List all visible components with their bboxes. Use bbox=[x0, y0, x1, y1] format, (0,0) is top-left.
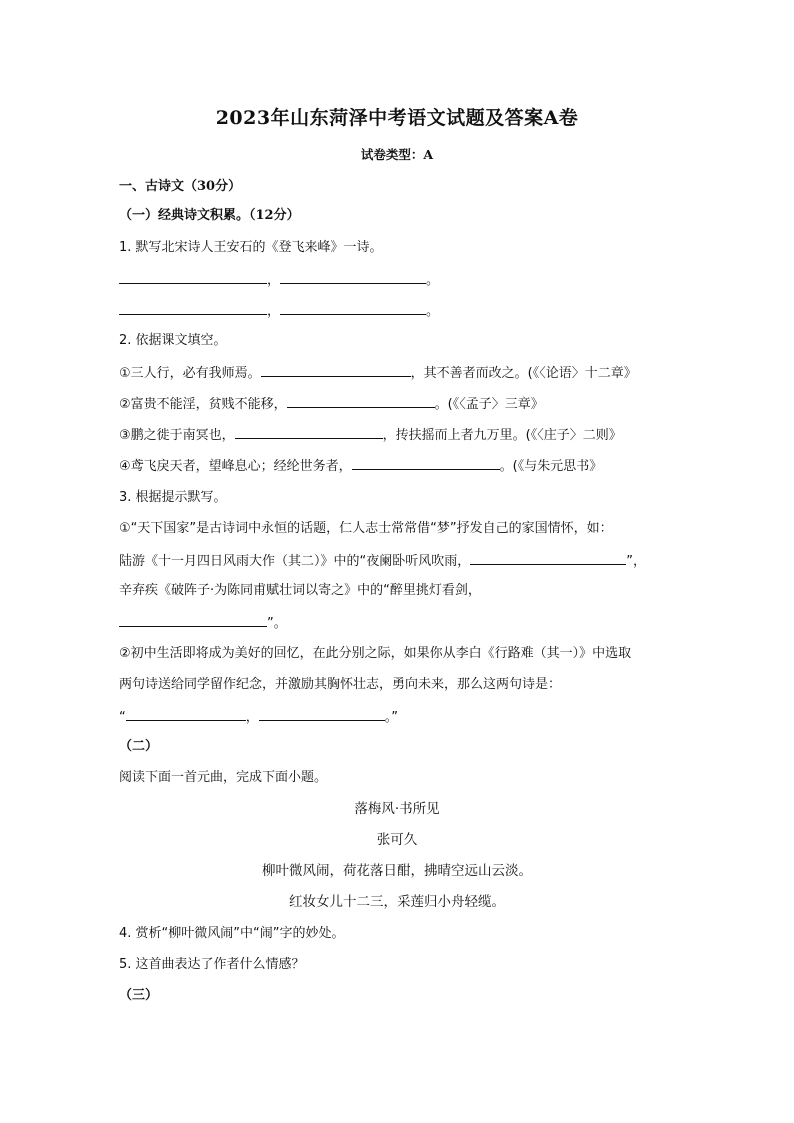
question-1-answer-row-1: ， 。 bbox=[119, 270, 439, 290]
question-4: 4. 赏析“柳叶微风闹”中“闹”字的妙处。 bbox=[119, 926, 345, 941]
answer-blank[interactable] bbox=[280, 301, 426, 315]
question-1-answer-row-2: ， 。 bbox=[119, 301, 439, 321]
part1-heading: （一）经典诗文积累。（12分） bbox=[119, 208, 300, 223]
page-title: 2023年山东菏泽中考语文试题及答案A卷 bbox=[215, 107, 579, 129]
question-3-part2-line2: 两句诗送给同学留作纪念，并激励其胸怀壮志，勇向未来，那么这两句诗是： bbox=[119, 677, 562, 692]
poem-title: 落梅风·书所见 bbox=[354, 801, 440, 817]
answer-blank[interactable] bbox=[470, 551, 626, 565]
poem-author: 张可久 bbox=[376, 832, 418, 848]
answer-blank[interactable] bbox=[280, 270, 426, 284]
answer-blank[interactable] bbox=[119, 301, 267, 315]
answer-blank[interactable] bbox=[235, 425, 383, 439]
question-3-prompt: 3. 根据提示默写。 bbox=[119, 490, 227, 505]
question-3-part1-line3: 辛弃疾《破阵子·为陈同甫赋壮词以寄之》中的“醉里挑灯看剑， bbox=[119, 583, 481, 598]
poem-line-2: 红妆女儿十二三，采莲归小舟轻缆。 bbox=[289, 894, 505, 910]
section-heading: 一、古诗文（30分） bbox=[119, 179, 242, 194]
answer-blank[interactable] bbox=[352, 456, 500, 470]
question-3-part1-line4: ”。 bbox=[119, 613, 287, 633]
question-2-item-4: ④鸢飞戾天者，望峰息心；经纶世务者， 。(《与朱元思书》 bbox=[119, 456, 602, 476]
answer-blank[interactable] bbox=[259, 707, 385, 721]
question-2-prompt: 2. 依据课文填空。 bbox=[119, 333, 227, 348]
question-3-part2-line1: ②初中生活即将成为美好的回忆，在此分别之际，如果你从李白《行路难（其一）》中选取 bbox=[119, 646, 632, 661]
answer-blank[interactable] bbox=[119, 270, 267, 284]
part2-intro: 阅读下面一首元曲，完成下面小题。 bbox=[119, 770, 328, 785]
answer-blank[interactable] bbox=[119, 613, 267, 627]
exam-type-label: 试卷类型：A bbox=[360, 147, 434, 162]
part2-heading: （二） bbox=[119, 739, 159, 754]
question-2-item-2: ②富贵不能淫，贫贱不能移， 。(《〈孟子〉三章》 bbox=[119, 394, 544, 414]
question-5: 5. 这首曲表达了作者什么情感？ bbox=[119, 957, 305, 972]
poem-line-1: 柳叶微风闹，荷花落日酣，拂晴空远山云淡。 bbox=[262, 863, 532, 879]
question-2-item-1: ①三人行，必有我师焉。 ，其不善者而改之。(《〈论语〉十二章》 bbox=[119, 363, 637, 383]
answer-blank[interactable] bbox=[287, 394, 435, 408]
answer-blank[interactable] bbox=[261, 363, 411, 377]
question-3-part1-line1: ①“天下国家”是古诗词中永恒的话题，仁人志士常常借“梦”抒发自己的家国情怀，如： bbox=[119, 521, 613, 536]
answer-blank[interactable] bbox=[126, 707, 246, 721]
part3-heading: （三） bbox=[119, 988, 159, 1003]
question-3-part1-line2: 陆游《十一月四日风雨大作（其二）》中的“夜阑卧听风吹雨， ”， bbox=[119, 551, 646, 571]
question-3-part2-line3: “ ， 。” bbox=[119, 707, 398, 727]
question-1-prompt: 1. 默写北宋诗人王安石的《登飞来峰》一诗。 bbox=[119, 240, 383, 255]
question-2-item-3: ③鹏之徙于南冥也， ，抟扶摇而上者九万里。(《〈庄子〉二则》 bbox=[119, 425, 622, 445]
